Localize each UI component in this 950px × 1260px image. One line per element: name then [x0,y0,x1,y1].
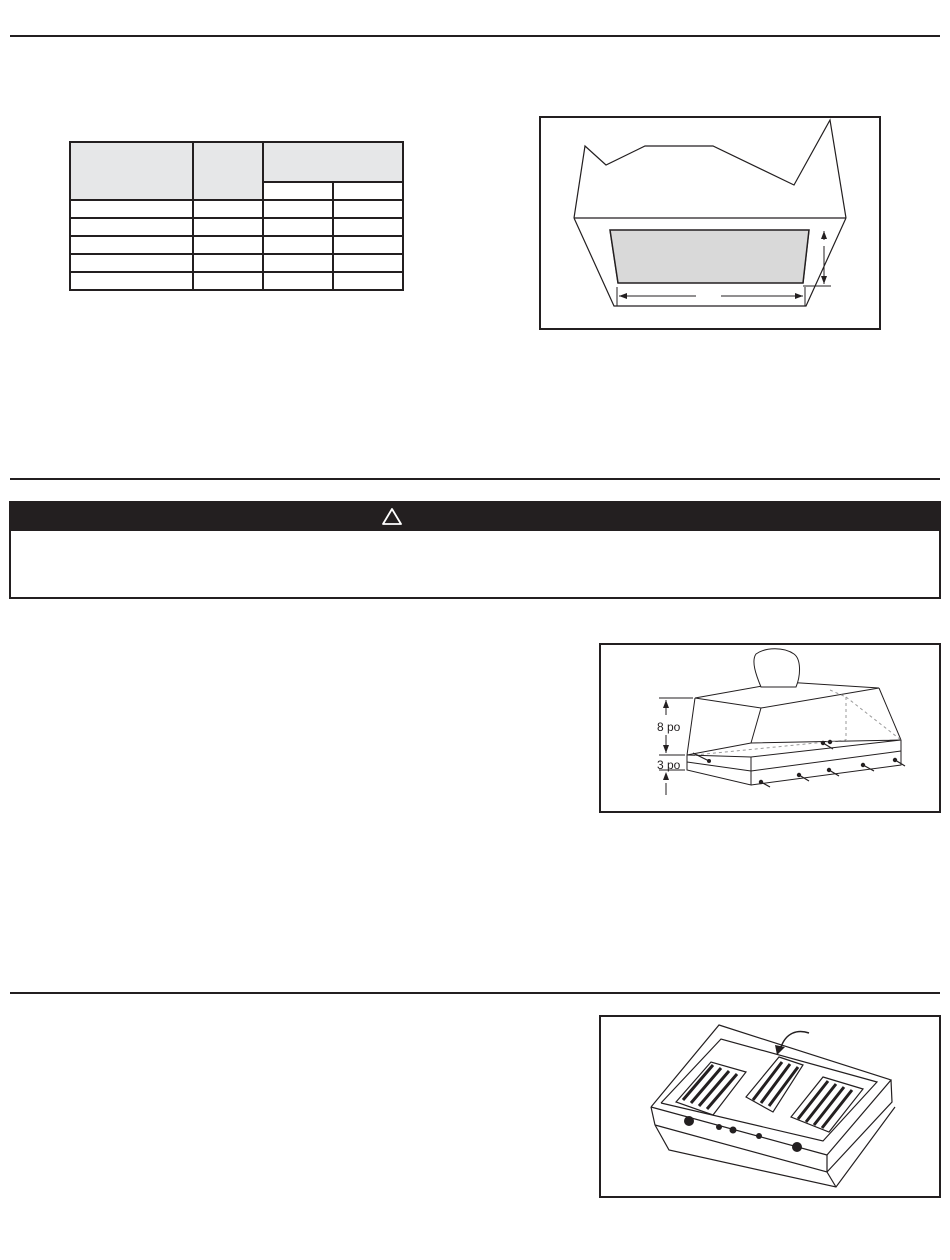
dimension-label-3po: 3 po [657,758,681,772]
figure-hood-bottom [599,643,941,813]
warning-box [9,501,941,599]
warning-header-bar [11,503,939,531]
grease-filter-icon [676,1057,863,1132]
table-row [70,272,403,290]
dimension-label-8po: 8 po [657,720,681,734]
table-header-cell [70,142,193,200]
warning-triangle-icon [381,507,403,527]
table-row [70,200,403,218]
table-subheader-cell [333,182,403,200]
hood-bottom-illustration [601,645,943,815]
table-subheader-cell [263,182,333,200]
table-header-cell [193,142,263,200]
cabinet-opening-illustration [541,118,883,332]
table-row [70,254,403,272]
arrow-icon [781,1032,809,1047]
table-row [70,218,403,236]
dimension-table [69,141,404,291]
figure-cabinet-opening [539,116,881,330]
section-rule-middle [10,478,940,480]
section-rule-bottom [10,992,940,994]
hood-filters-illustration [601,1017,943,1200]
table-header-cell [263,142,403,182]
arrow-icon [775,1045,785,1055]
section-rule-top [10,35,940,37]
figure-hood-filters [599,1015,941,1198]
table-row [70,236,403,254]
